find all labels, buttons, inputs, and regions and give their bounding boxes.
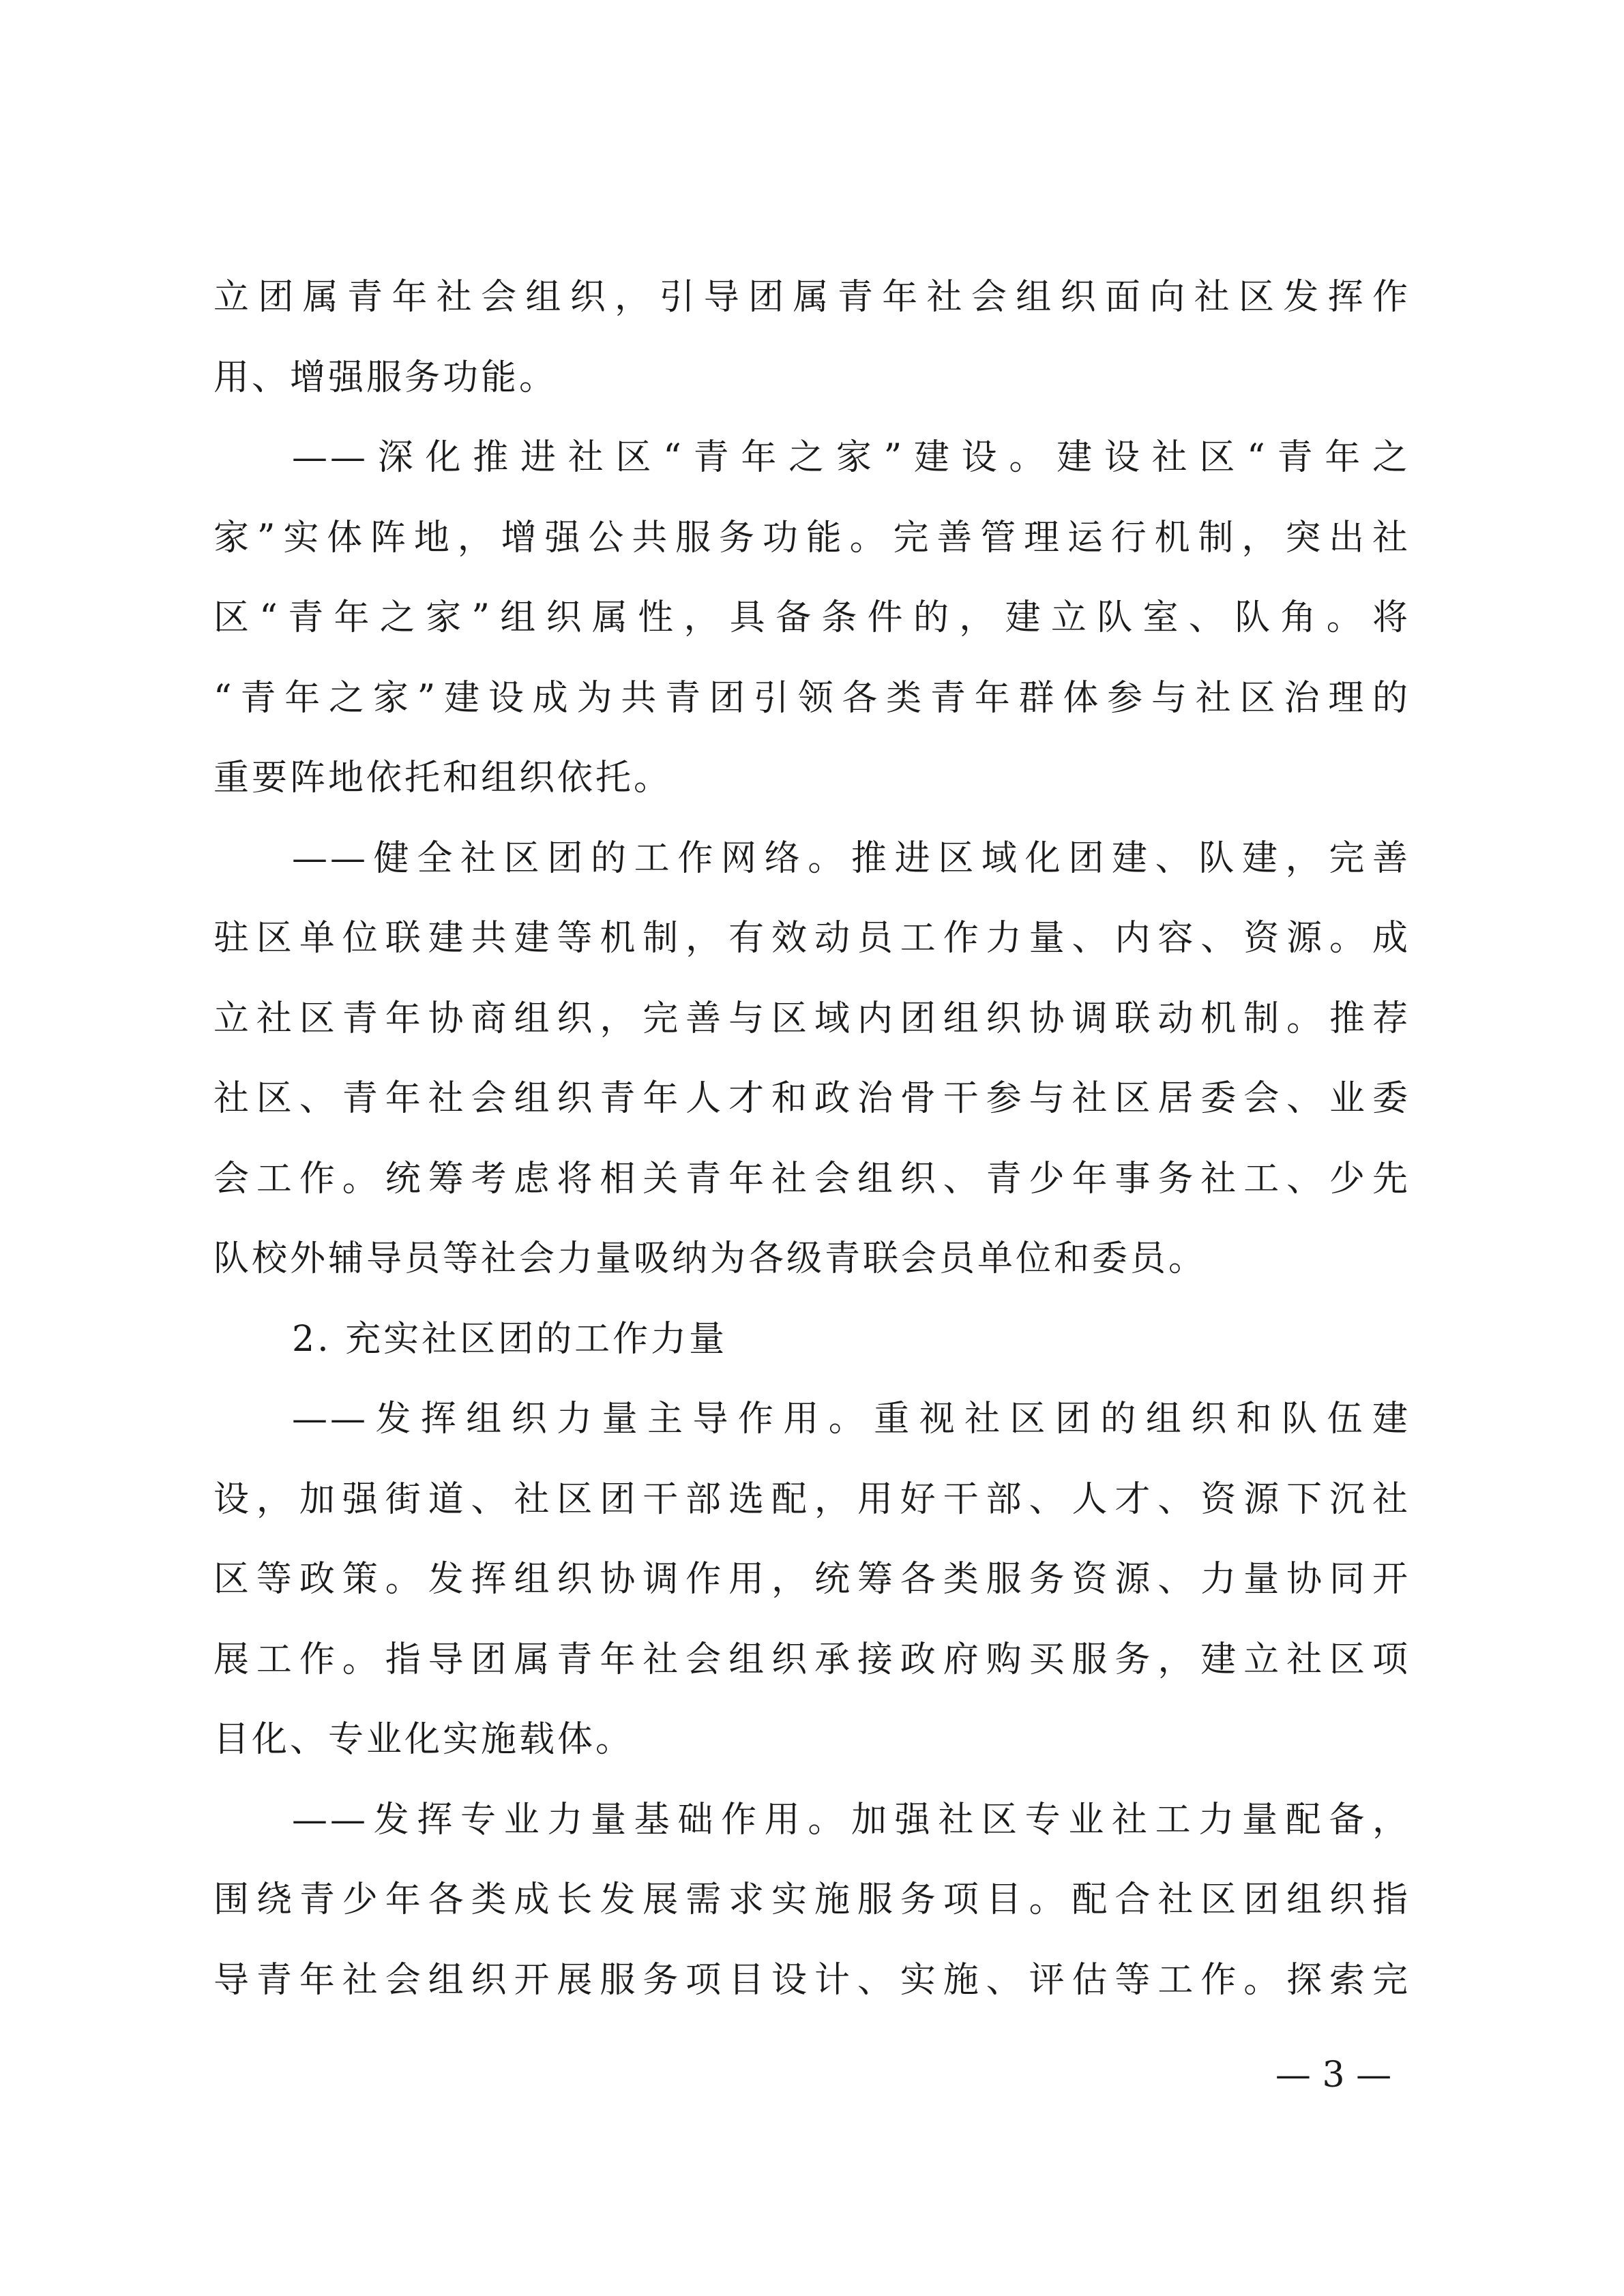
text-line: ——健全社区团的工作网络。推进区域化团建、队建，完善 xyxy=(292,837,1411,879)
text-line: 驻区单位联建共建等机制，有效动员工作力量、内容、资源。成 xyxy=(213,918,1411,959)
text-line: ——发挥专业力量基础作用。加强社区专业社工力量配备， xyxy=(292,1799,1411,1840)
text-line: 队校外辅导员等社会力量吸纳为各级青联会员单位和委员。 xyxy=(213,1238,1207,1279)
body-text xyxy=(213,258,1411,2021)
text-line: ——深化推进社区“青年之家”建设。建设社区“青年之 xyxy=(292,437,1411,478)
text-line: 区等政策。发挥组织协调作用，统筹各类服务资源、力量协同开 xyxy=(213,1559,1411,1600)
text-line: 设，加强街道、社区团干部选配，用好干部、人才、资源下沉社 xyxy=(213,1478,1411,1520)
section-heading: 2. 充实社区团的工作力量 xyxy=(292,1318,728,1360)
page-number: — 3 — xyxy=(1275,2055,1392,2096)
text-line: 社区、青年社会组织青年人才和政治骨干参与社区居委会、业委 xyxy=(213,1078,1411,1119)
text-line: 导青年社会组织开展服务项目设计、实施、评估等工作。探索完 xyxy=(213,1959,1411,2001)
text-line: 展工作。指导团属青年社会组织承接政府购买服务，建立社区项 xyxy=(213,1639,1411,1680)
text-line: 立团属青年社会组织，引导团属青年社会组织面向社区发挥作 xyxy=(213,277,1411,318)
text-line: 围绕青少年各类成长发展需求实施服务项目。配合社区团组织指 xyxy=(213,1879,1411,1920)
text-line: 目化、专业化实施载体。 xyxy=(213,1719,634,1760)
text-line: 区“青年之家”组织属性，具备条件的，建立队室、队角。将 xyxy=(213,597,1411,638)
text-line: 重要阵地依托和组织依托。 xyxy=(213,758,673,799)
text-line: 立社区青年协商组织，完善与区域内团组织协调联动机制。推荐 xyxy=(213,998,1411,1039)
text-line: “青年之家”建设成为共青团引领各类青年群体参与社区治理的 xyxy=(213,677,1411,719)
text-line: 会工作。统筹考虑将相关青年社会组织、青少年事务社工、少先 xyxy=(213,1158,1411,1199)
text-line: 用、增强服务功能。 xyxy=(213,357,558,398)
text-line: 家”实体阵地，增强公共服务功能。完善管理运行机制，突出社 xyxy=(213,517,1411,558)
text-line: ——发挥组织力量主导作用。重视社区团的组织和队伍建 xyxy=(292,1399,1411,1440)
